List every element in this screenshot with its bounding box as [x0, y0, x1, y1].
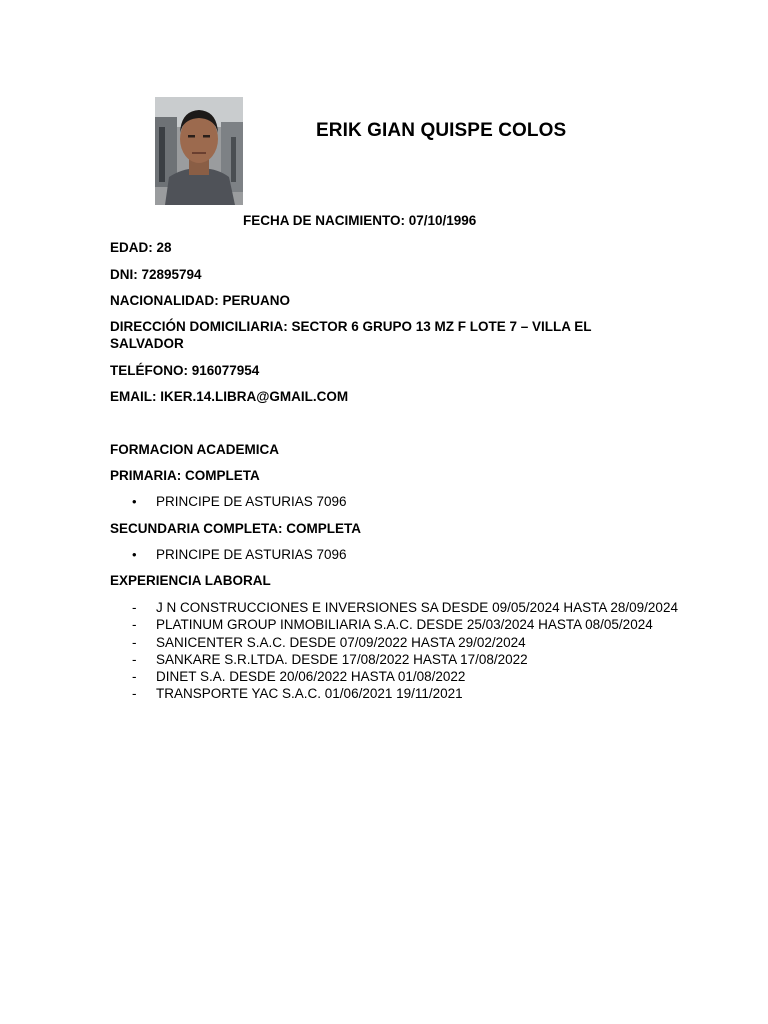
secondary-label: SECUNDARIA COMPLETA: COMPLETA: [110, 521, 361, 536]
dash-icon: -: [132, 634, 137, 650]
bullet-icon: •: [132, 494, 137, 509]
list-item: [110, 493, 686, 510]
dash-icon: -: [132, 617, 137, 633]
experience-item: [110, 651, 686, 668]
dash-icon: -: [132, 669, 137, 685]
dash-icon: -: [132, 686, 137, 702]
dash-icon: -: [132, 651, 137, 667]
experience-item: [110, 616, 686, 633]
education-heading: FORMACION ACADEMICA: [110, 442, 279, 457]
experience-item: [110, 685, 686, 702]
experience-text: DINET S.A. DESDE 20/06/2022 HASTA 01/08/2022: [156, 669, 466, 685]
experience-item: [110, 668, 686, 685]
primary-label: PRIMARIA: COMPLETA: [110, 468, 260, 483]
nationality: NACIONALIDAD: PERUANO: [110, 293, 290, 308]
bullet-icon: •: [132, 547, 137, 562]
dash-icon: -: [132, 600, 137, 615]
experience-text: PLATINUM GROUP INMOBILIARIA S.A.C. DESDE 25/03/2024 HASTA 08/05/2024: [156, 617, 653, 633]
primary-school-list: [110, 493, 686, 510]
list-item: [110, 546, 686, 563]
email: EMAIL: IKER.14.LIBRA@GMAIL.COM: [110, 389, 349, 404]
full-name: ERIK GIAN QUISPE COLOS: [316, 120, 567, 141]
experience-text: SANKARE S.R.LTDA. DESDE 17/08/2022 HASTA 17/08/2022: [156, 651, 528, 667]
primary-school: PRINCIPE DE ASTURIAS 7096: [156, 494, 347, 509]
experience-text: J N CONSTRUCCIONES E INVERSIONES SA DESDE 09/05/2024 HASTA 28/09/2024: [156, 600, 678, 615]
address: DIRECCIÓN DOMICILIARIA: SECTOR 6 GRUPO 13 MZ F LOTE 7 – VILLA EL SALVADOR: [110, 319, 592, 351]
age: EDAD: 28: [110, 240, 172, 255]
experience-list: [110, 599, 686, 703]
experience-text: TRANSPORTE YAC S.A.C. 01/06/2021 19/11/2021: [156, 686, 463, 702]
secondary-school: PRINCIPE DE ASTURIAS 7096: [156, 547, 347, 562]
profile-photo: [155, 97, 243, 205]
secondary-school-list: [110, 546, 686, 563]
experience-item: [110, 599, 686, 616]
experience-item: [110, 634, 686, 651]
dni: DNI: 72895794: [110, 267, 202, 282]
phone: TELÉFONO: 916077954: [110, 363, 260, 378]
portrait-image: [155, 97, 243, 205]
birth-date: FECHA DE NACIMIENTO: 07/10/1996: [243, 213, 477, 228]
experience-heading: EXPERIENCIA LABORAL: [110, 573, 271, 588]
experience-text: SANICENTER S.A.C. DESDE 07/09/2022 HASTA 29/02/2024: [156, 634, 526, 650]
